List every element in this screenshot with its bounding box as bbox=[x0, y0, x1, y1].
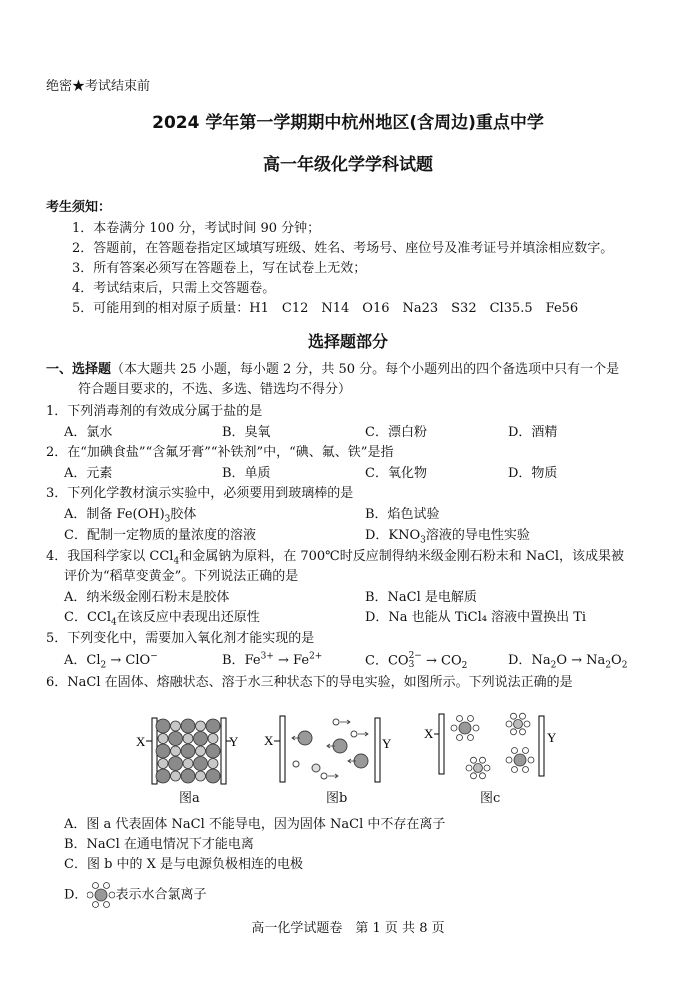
chloride-ion bbox=[194, 732, 208, 746]
option-b: B．NaCl 是电解质 bbox=[365, 590, 477, 605]
notice-item: 4．考试结束后，只需上交答题卷。 bbox=[72, 281, 276, 296]
water-molecule bbox=[523, 747, 529, 753]
notice-item: 2．答题前，在答题卷指定区域填写班级、姓名、考场号、座位号及准考证号并填涂相应数字。 bbox=[72, 241, 614, 256]
question-stem: 1．下列消毒剂的有效成分属于盐的是 bbox=[46, 404, 263, 419]
water-molecule bbox=[471, 773, 477, 779]
water-molecule bbox=[512, 747, 518, 753]
sodium-ion bbox=[183, 734, 193, 744]
sodium-ion bbox=[183, 759, 193, 769]
water-molecule bbox=[468, 715, 474, 721]
option-b: B．单质 bbox=[222, 466, 271, 481]
part-heading-label: 一、选择题 bbox=[46, 362, 112, 377]
water-molecule bbox=[524, 721, 530, 727]
water-molecule bbox=[109, 892, 115, 898]
option-d: D．$KNO_3$溶液的导电性实验 bbox=[365, 528, 530, 546]
chloride-ion bbox=[206, 719, 220, 733]
sodium-ion bbox=[208, 734, 218, 744]
option-d: D．Na 也能从 TiCl₄ 溶液中置换出 Ti bbox=[365, 610, 587, 625]
water-molecule bbox=[480, 757, 486, 763]
option-a: A．氯水 bbox=[64, 425, 113, 440]
option-d: D．$Na_2O \to Na_2O_2$ bbox=[508, 653, 628, 671]
option-a: A．$Cl_2 \to ClO^-$ bbox=[64, 651, 158, 671]
option-a: A．制备 $Fe(OH)_3$胶体 bbox=[64, 507, 197, 525]
electrode-y-label: Y bbox=[382, 736, 392, 751]
option-d: D．酒精 bbox=[508, 425, 558, 440]
option-a: A．纳米级金刚石粉末是胶体 bbox=[64, 590, 230, 605]
chloride-ion bbox=[156, 719, 170, 733]
question-stem: 4．我国科学家以 CCl$_4$和金属钠为原料，在 700℃时反应制得纳米级金刚石粉末和 NaCl，该成果被 bbox=[46, 549, 625, 567]
option-d: D． 表示水合氯离子 bbox=[64, 882, 206, 908]
part-heading bbox=[46, 361, 619, 378]
water-molecule bbox=[87, 892, 93, 898]
water-molecule bbox=[520, 729, 526, 735]
sodium-ion bbox=[196, 721, 206, 731]
notice-item: 1．本卷满分 100 分，考试时间 90 分钟； bbox=[72, 221, 321, 236]
water-molecule bbox=[466, 765, 472, 771]
water-molecule bbox=[511, 713, 517, 719]
ion bbox=[474, 764, 483, 773]
water-molecule bbox=[104, 882, 110, 888]
water-molecule bbox=[506, 757, 512, 763]
figure-b-caption: 图b bbox=[326, 791, 348, 806]
water-molecule bbox=[471, 757, 477, 763]
water-molecule bbox=[93, 902, 99, 908]
figure-b bbox=[258, 706, 398, 790]
figure-a bbox=[135, 710, 245, 790]
notice-item: 3．所有答案必须写在答题卷上，写在试卷上无效； bbox=[72, 261, 367, 276]
ion bbox=[514, 720, 523, 729]
chloride-ion bbox=[194, 757, 208, 771]
figure-a-caption: 图a bbox=[179, 791, 200, 806]
question-stem-cont: 评价为“稻草变黄金”。下列说法正确的是 bbox=[64, 569, 299, 584]
water-molecule bbox=[468, 735, 474, 741]
chloride-ion bbox=[181, 744, 195, 758]
water-molecule bbox=[473, 725, 479, 731]
water-molecule bbox=[523, 767, 529, 773]
water-molecule bbox=[104, 902, 110, 908]
option-a: A．图 a 代表固体 NaCl 不能导电，因为固体 NaCl 中不存在离子 bbox=[64, 817, 446, 832]
option-c: C．CO 2− 3 → $CO_2$ bbox=[365, 651, 468, 672]
figure-c bbox=[422, 702, 572, 790]
option-a: A．元素 bbox=[64, 466, 113, 481]
water-molecule bbox=[457, 715, 463, 721]
option-b: B．NaCl 在通电情况下才能电离 bbox=[64, 837, 254, 852]
water-molecule bbox=[520, 713, 526, 719]
sodium-ion bbox=[196, 771, 206, 781]
water-molecule bbox=[506, 721, 512, 727]
option-b: B．$Fe^{3+} \to Fe^{2+}$ bbox=[222, 651, 323, 668]
sodium-ion bbox=[171, 721, 181, 731]
option-c: C．图 b 中的 X 是与电源负极相连的电极 bbox=[64, 857, 304, 872]
water-molecule bbox=[480, 773, 486, 779]
figure-c-caption: 图c bbox=[480, 791, 501, 806]
electrode-x-label: X bbox=[424, 726, 434, 741]
option-d: D．物质 bbox=[508, 466, 558, 481]
sodium-ion bbox=[208, 759, 218, 769]
page-footer: 高一化学试题卷 第 1 页 共 8 页 bbox=[251, 921, 445, 936]
part-description: （本大题共 25 小题，每小题 2 分，共 50 分。每个小题列出的四个备选项中只有一个是 bbox=[111, 362, 620, 377]
hydrated-chloride-icon bbox=[87, 882, 115, 908]
option-b: B．焰色试验 bbox=[365, 507, 440, 522]
sodium-ion bbox=[158, 759, 168, 769]
part-description-cont: 符合题目要求的，不选、多选、错选均不得分） bbox=[78, 382, 352, 397]
chloride-ion bbox=[206, 769, 220, 783]
exam-title: 2024 学年第一学期期中杭州地区(含周边)重点中学 bbox=[152, 113, 544, 133]
chloride-ion bbox=[156, 744, 170, 758]
electrode-y-label: Y bbox=[229, 734, 239, 749]
electrode-x-label: X bbox=[264, 733, 274, 748]
chloride-ion bbox=[169, 732, 183, 746]
chloride-ion bbox=[169, 757, 183, 771]
water-molecule bbox=[457, 735, 463, 741]
ion bbox=[514, 754, 526, 766]
chloride-ion bbox=[181, 719, 195, 733]
question-stem: 6．NaCl 在固体、熔融状态、溶于水三种状态下的导电实验，如图所示。下列说法正确的是 bbox=[46, 675, 573, 690]
sodium-ion bbox=[171, 746, 181, 756]
question-stem: 2．在“加碘食盐”“含氟牙膏”“补铁剂”中，“碘、氟、铁”是指 bbox=[46, 445, 394, 460]
water-molecule bbox=[511, 729, 517, 735]
sodium-ion bbox=[158, 734, 168, 744]
option-c: C．配制一定物质的量浓度的溶液 bbox=[64, 528, 256, 543]
notice-label: 考生须知： bbox=[46, 200, 112, 215]
section-title: 选择题部分 bbox=[307, 332, 388, 351]
option-c: C．CCl$_4$在该反应中表现出还原性 bbox=[64, 610, 260, 628]
water-molecule bbox=[528, 757, 534, 763]
question-stem: 3．下列化学教材演示实验中，必须要用到玻璃棒的是 bbox=[46, 486, 354, 501]
ion bbox=[95, 889, 107, 901]
water-molecule bbox=[451, 725, 457, 731]
confidential-mark: 绝密★考试结束前 bbox=[46, 79, 151, 94]
notice-item: 5．可能用到的相对原子质量：H1 C12 N14 O16 Na23 S32 Cl35.5 Fe56 bbox=[72, 301, 579, 316]
chloride-ion bbox=[181, 769, 195, 783]
option-b: B．臭氧 bbox=[222, 425, 271, 440]
electrode-x-label: X bbox=[136, 734, 146, 749]
question-stem: 5．下列变化中，需要加入氧化剂才能实现的是 bbox=[46, 631, 315, 646]
option-c: C．氧化物 bbox=[365, 466, 427, 481]
water-molecule bbox=[512, 767, 518, 773]
water-molecule bbox=[484, 765, 490, 771]
option-c: C．漂白粉 bbox=[365, 425, 427, 440]
water-molecule bbox=[93, 882, 99, 888]
sodium-ion bbox=[171, 771, 181, 781]
ion bbox=[459, 722, 471, 734]
chloride-ion bbox=[206, 744, 220, 758]
electrode-y-label: Y bbox=[547, 730, 557, 745]
sodium-ion bbox=[196, 746, 206, 756]
exam-subtitle: 高一年级化学学科试题 bbox=[263, 155, 433, 175]
chloride-ion bbox=[156, 769, 170, 783]
